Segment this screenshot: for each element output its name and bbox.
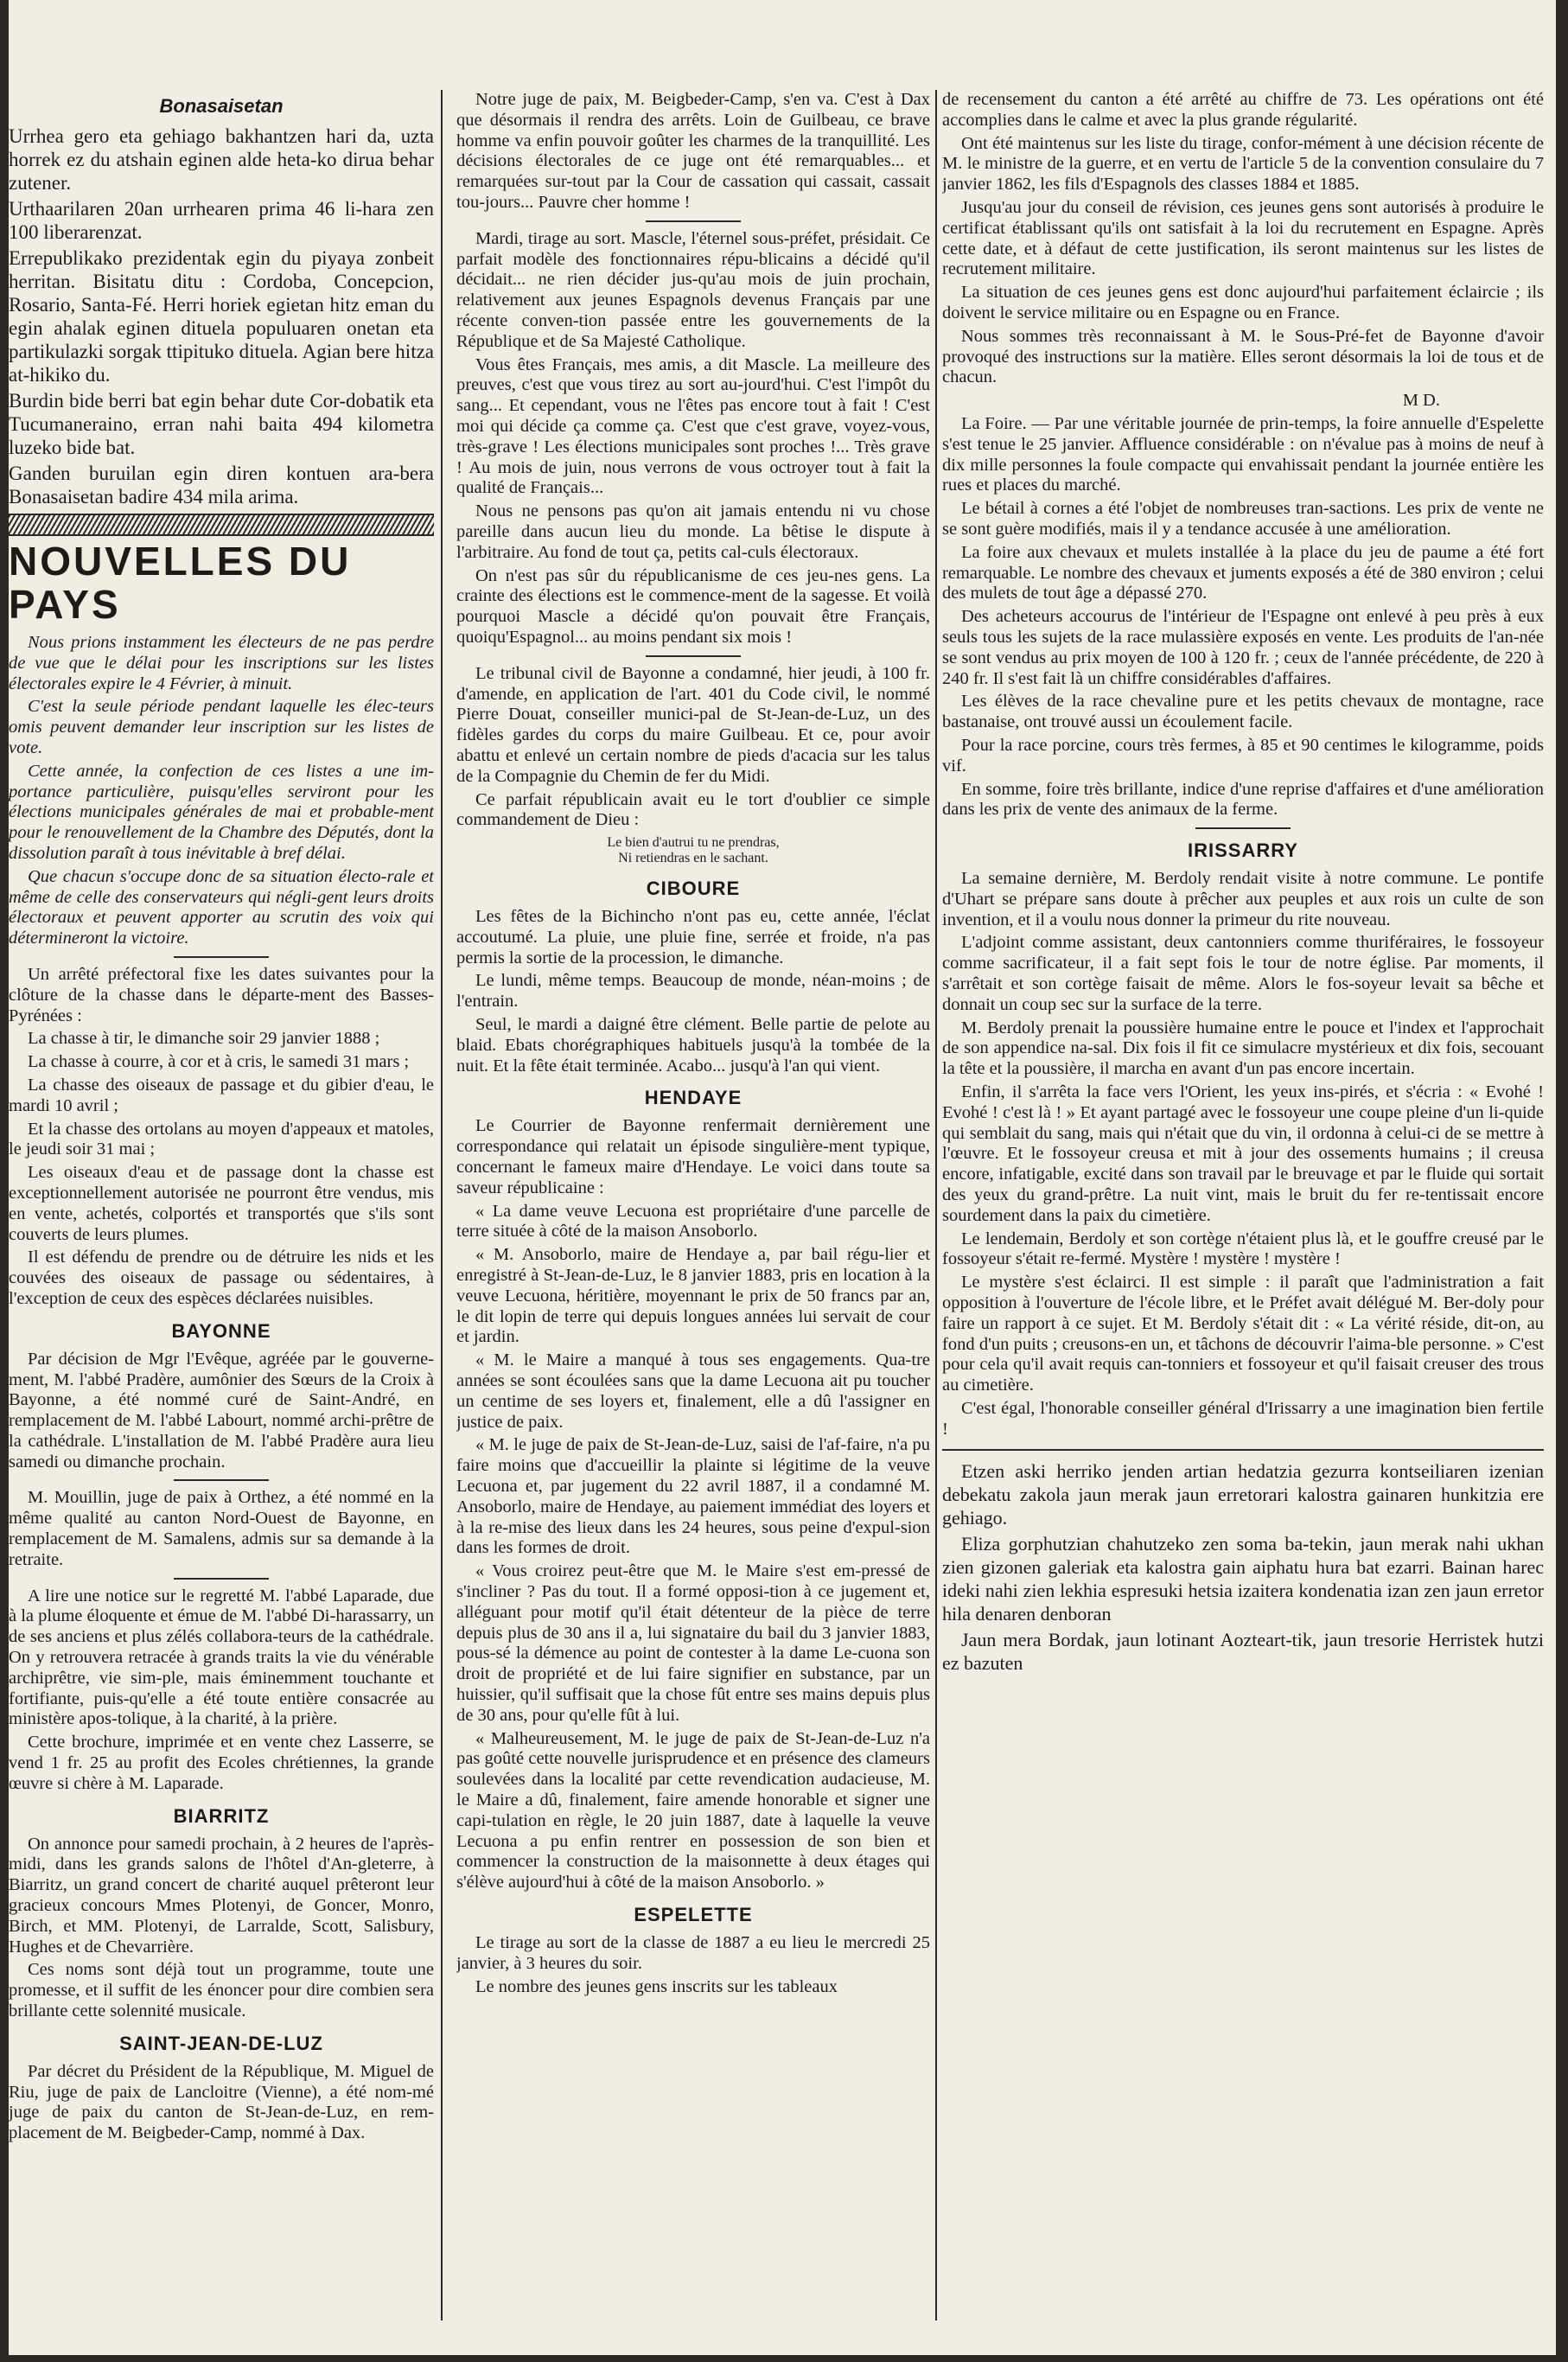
paragraph: A lire une notice sur le regretté M. l'abbé Laparade, due à la plume éloquente et émue de M. l'abbé Di-harassarry, un de ses anciens et plus zélés collabora-teurs de la cathédrale. On y retrouvera retracée à grands traits la vie du vénérable archiprêtre, vie sim-ple, mais éminemment touchante et fortifiante, puis-qu'elle a été toute entière consacrée au ministère apos-tolique, à la charité, à la prière. (9, 1586, 434, 1729)
paragraph: Les fêtes de la Bichincho n'ont pas eu, cette année, l'éclat accoutumé. La pluie, une pluie fine, serrée et froide, n'a pas permis la sortie de la procession, le dimanche. (456, 907, 930, 967)
paragraph: Le mystère s'est éclairci. Il est simple : il paraît que l'administration a fait opposition à l'ouverture de l'école libre, et le Préfet avait délégué M. Ber-doly pour faire un rapport à ce sujet. Et M. Berdoly s'était dit : « La vérité réside, dit-on, au fond d'un puits ; creusons-en un, et tâchons de découvrir l'aima-ble personne. » C'est pour cela qu'il avait requis can-tonniers et fossoyeur et qu'il faisait creuser des trous au cimetière. (942, 1273, 1544, 1395)
paragraph: Urthaarilaren 20an urrhearen prima 46 li-hara zen 100 liberarenzat. (9, 198, 434, 243)
paragraph: Burdin bide berri bat egin behar dute Cor-dobatik eta Tucumaneraino, erran nahi baita 494 kilometra luzeko bide bat. (9, 390, 434, 458)
bayonne-article (9, 1350, 434, 1795)
paragraph: La Foire. — Par une véritable journée de prin-temps, la foire annuelle d'Espelette s'est tenue le 25 janvier. Affluence considérable : on n'évalue pas à moins de neuf à dix mille personnes la foule compacte qui envahissait pendant la journée entière les rues et places du marché. (942, 413, 1544, 495)
irissarry-article (942, 869, 1544, 1440)
column-rule-2 (935, 90, 937, 2321)
paragraph: Le nombre des jeunes gens inscrits sur les tableaux (475, 1976, 838, 1996)
scan-edge-right (1556, 0, 1568, 2362)
paragraph: On annonce pour samedi prochain, à 2 heures de l'après-midi, dans les grands salons de l'hôtel d'An-gleterre, à Biarritz, un grand concert de charité auquel prêteront leur gracieux concours Mmes Plotenyi, de Goncer, Monro, Birch, et MM. Plotenyi, de Larralde, Scott, Salisbury, Hughes et de Chevarrière. (9, 1834, 434, 1957)
paragraph: En somme, foire très brillante, indice d'une reprise d'affaires et d'une amélioration dans les prix de vente des animaux de la ferme. (942, 779, 1544, 820)
section-heading-bonasaisetan: Bonasaisetan (159, 95, 284, 117)
espelette-continued (942, 90, 1544, 412)
paragraph: Des acheteurs accourus de l'intérieur de l'Espagne ont enlevé à peu près à eux seuls tous les sujets de la race mulassière exposés en vente. Les produits de l'an-née se sont vendus au prix moyen de 100 à 120 fr. ; ceux de l'année précédente, de 220 à 240 fr. Il s'est fait là un chiffre considérables d'affaires. (942, 607, 1544, 688)
paragraph: Cette brochure, imprimée et en vente chez Lasserre, se vend 1 fr. 25 au profit des Ecoles chrétiennes, la grande œuvre si chère à M. Laparade. (9, 1733, 434, 1793)
quote-line-1: Le bien d'autrui tu ne prendras, (607, 835, 780, 851)
paragraph: La situation de ces jeunes gens est donc aujourd'hui parfaitement éclaircie ; ils doivent le service militaire ou en Espagne ou en France. (942, 283, 1544, 322)
paragraph: « La dame veuve Lecuona est propriétaire d'une parcelle de terre située à côté de la maison Ansoborlo. (456, 1201, 930, 1242)
column-rule-1 (441, 90, 443, 2321)
paragraph: Mardi, tirage au sort. Mascle, l'éternel sous-préfet, présidait. Ce parfait modèle des fonctionnaires répu-blicains a décidé qu'il décidait... ne rien décider jus-qu'au mois de juin prochain, relativement aux jeunes Espagnols devenus Français par une récente conven-tion passée entre les gouvernements de la République et de Sa Majesté Catholique. (456, 228, 930, 351)
section-title-bayonne: BAYONNE (171, 1319, 271, 1342)
paragraph: « Malheureusement, M. le juge de paix de St-Jean-de-Luz n'a pas goûté cette nouvelle jurisprudence et en présence des clameurs soulevées dans la localité par cette revendication audacieuse, M. le Maire a dû, finalement, faire amende honorable et signer une capi-tulation en règle, le 20 juin 1887, date à laquelle la veuve Lecuona a pu enfin rentrer en possession de son bien et commencer la construction de la maisonnette à deux étages qui s'élève aujourd'hui à côté de la maison Ansoborlo. » (456, 1728, 930, 1893)
divider (174, 1578, 269, 1580)
paragraph: Enfin, il s'arrêta la face vers l'Orient, les yeux ins-pirés, et s'écria : « Evohé ! Evohé ! c'est là ! » Et ayant partagé avec le fossoyeur une coupe pleine d'un li-quide qui semblait du sang, mais qui n'était que du vin, il ordonna à celui-ci de se mettre à l'œuvre. Et le fossoyeur creusa et mit à jour des ossements humains ; il creusa encore, infatigable, excité dans son travail par le breuvage et par le fluide qui sortait des yeux du grand-prêtre. La nuit vint, mais le bruit du fer re-tentissait encore sourdement dans la paix du cimetière. (942, 1082, 1544, 1225)
biarritz-article (9, 1835, 434, 2022)
basque-article-2 (942, 1459, 1544, 1675)
paragraph: Nous prions instamment les électeurs de ne pas perdre de vue que le délai pour les inscriptions sur les listes électorales expire le 4 Février, à minuit. (9, 633, 434, 693)
paragraph: Par décret du Président de la République, M. Miguel de Riu, juge de paix de Lancloitre (Vienne), a été nom-mé juge de paix du canton de St-Jean-de-Luz, en rem-placement de M. Beigbeder-Camp, nommé à Dax. (9, 2061, 434, 2143)
divider (174, 1479, 269, 1481)
paragraph: Le lundi, même temps. Beaucoup de monde, néan-moins ; de l'entrain. (456, 971, 930, 1012)
paragraph: On n'est pas sûr du républicanisme de ces jeu-nes gens. La crainte des élections est le commence-ment de la sagesse. Et voilà pourquoi Mascle a décidé qu'on pouvait être Français, quoiqu'Espagnol... au moins pendant six mois ! (456, 565, 930, 647)
paragraph: de recensement du canton a été arrêté au chiffre de 73. Les opérations ont été accomplies dans le calme et avec la plus grande régularité. (942, 90, 1544, 130)
paragraph: L'adjoint comme assistant, deux cantonniers comme thuriféraires, le fossoyeur comme sacrificateur, il a fait sept fois le tour de notre église. Par moments, il s'arrêtait et son cortège faisait de même. Alors le fos-soyeur levait sa bêche et donnait un coup sec sur la surface de la terre. (942, 933, 1544, 1014)
paragraph: Par décision de Mgr l'Evêque, agréée par le gouverne-ment, M. l'abbé Pradère, aumônier des Sœurs de la Croix à Bayonne, a été nommé curé de Saint-André, en remplacement de M. l'abbé Labourt, nommé archi-prêtre de la cathédrale. L'installation de M. l'abbé Pradère aura lieu samedi ou dimanche prochain. (9, 1349, 434, 1471)
paragraph: Nous sommes très reconnaissant à M. le Sous-Pré-fet de Bayonne d'avoir provoqué des instructions sur la matière. Elles seront désormais la loi de tous et de chacun. (942, 326, 1544, 387)
section-title-ciboure: CIBOURE (646, 878, 741, 900)
hatched-divider (9, 514, 434, 536)
paragraph: Et la chasse des ortolans au moyen d'appeaux et matoles, le jeudi soir 31 mai ; (9, 1119, 434, 1159)
paragraph: M. Berdoly prenait la poussière humaine entre le pouce et l'index et l'approchait de son appendice na-sal. Dix fois il fit ce simulacre mystérieux et dix fois, secouant la tête et la poussière, il marcha en avant d'un pas encore incertain. (942, 1018, 1544, 1079)
ciboure-article (456, 907, 930, 1076)
section-title-biarritz: BIARRITZ (173, 1804, 270, 1827)
paragraph: Un arrêté préfectoral fixe les dates suivantes pour la clôture de la chasse dans le départe-ment des Basses-Pyrénées : (9, 964, 434, 1025)
divider (174, 956, 269, 958)
divider (646, 655, 741, 657)
section-title-hendaye: HENDAYE (644, 1087, 743, 1109)
signature: M D. (1402, 391, 1440, 411)
paragraph: M. Mouillin, juge de paix à Orthez, a été nommé en la même qualité au canton Nord-Ouest de Bayonne, en remplacement de M. Samalens, admis sur sa demande à la retraite. (9, 1488, 434, 1569)
paragraph: La chasse à tir, le dimanche soir 29 janvier 1888 ; (28, 1029, 380, 1049)
section-title-irissarry: IRISSARRY (1188, 839, 1298, 862)
column-3 (942, 90, 1544, 2338)
paragraph: « Vous croirez peut-être que M. le Maire s'est em-pressé de s'incliner ? Pas du tout. Il a formé opposi-tion à ce jugement et, alléguant pour motif qu'il était détenteur de la pièce de terre depuis plus de 30 ans il a, lui signataire du bail du 3 janvier 1883, pous-sé la démence au point de contester à la dame Le-cuona son droit de propriété et de lui faire signifier en substance, par un huissier, qu'il suffisait que la chose fût entre ses mains depuis plus de 30 ans, pour qu'elle fût à lui. (456, 1561, 930, 1725)
paragraph: Vous êtes Français, mes amis, a dit Mascle. La meilleure des preuves, c'est que vous tirez au sort au-jourd'hui. C'est l'impôt du sang... Et cependant, vous ne l'êtes pas encore tout à fait ! C'est moi qui décide ça comme ça. C'est que c'est grave, voyez-vous, très-grave ! Les élections municipales sont proches !... Très grave ! Au mois de juin, nous verrons de vous octroyer tout à fait la qualité de Français... (456, 354, 930, 498)
saint-jean-de-luz-continued (456, 90, 930, 852)
hendaye-article (456, 1116, 930, 1893)
paragraph: Ont été maintenus sur les liste du tirage, confor-mément à une décision récente de M. le ministre de la guerre, et en vertu de l'article 5 de la convention consulaire du 7 janvier 1862, les fils d'Espagnols des classes 1884 et 1885. (942, 133, 1544, 195)
paragraph: La semaine dernière, M. Berdoly rendait visite à notre commune. Le pontife d'Uhart se prépare sans doute à prêcher aux peuples et aux rois un culte de son invention, et il a voulu nous donner la primeur du rite nouveau. (942, 869, 1544, 929)
paragraph: Notre juge de paix, M. Beigbeder-Camp, s'en va. C'est à Dax que désormais il rendra des arrêts. Loin de Guilbeau, ce brave homme va enfin pouvoir goûter les charmes de la tranquillité. Les décisions électorales de ce juge ont été remarquables... et remarquées sur-tout par la Cour de cassation qui cassait, cassait tou-jours... Pauvre cher homme ! (456, 90, 930, 212)
paragraph: La chasse des oiseaux de passage et du gibier d'eau, le mardi 10 avril ; (9, 1075, 434, 1115)
paragraph: La foire aux chevaux et mulets installée à la place du jeu de paume a été fort remarquable. Le nombre des chevaux et juments exposés a été de 380 environ ; celui des mulets de tout âge a dépassé 270. (942, 542, 1544, 603)
paragraph: Ces noms sont déjà tout un programme, toute une promesse, et il suffit de les énoncer pour dire combien sera brillante cette solennité musicale. (9, 1960, 434, 2021)
paragraph: Le lendemain, Berdoly et son cortège n'étaient plus là, et le gouffre creusé par le fossoyeur s'était re-fermé. Mystère ! mystère ! mystère ! (942, 1229, 1544, 1269)
chasse-article (9, 965, 434, 1310)
paragraph: Eliza gorphutzian chahutzeko zen soma ba-tekin, jaun merak nahi ukhan zien gizonen galeriak eta kalostra gain aiphatu hura bat ezarri. Bainan harec ideki nahi zien lekhia espresuki hetsia izaitera kondenatia izan zen jaun erretor hila denaren denboran (942, 1532, 1544, 1625)
paragraph: Jaun mera Bordak, jaun lotinant Aozteart-tik, jaun tresorie Herristek hutzi ez bazuten (942, 1628, 1544, 1674)
paragraph: Le tribunal civil de Bayonne a condamné, hier jeudi, à 100 fr. d'amende, en application de l'art. 401 du Code civil, le nommé Pierre Douat, conseiller munici-pal de St-Jean-de-Luz, un des fidèles gardes du corps du maire Guilbeau. Et ce, pour avoir abattu et enlevé un certain nombre de pieds d'acacia sur les talus de la Compagnie du Chemin de fer du Midi. (456, 663, 930, 786)
paragraph: Nous ne pensons pas qu'on ait jamais entendu ni vu chose pareille dans aucun lieu du monde. La bêtise le dispute à l'arbitraire. Au fond de tout ça, petits cal-culs électoraux. (456, 501, 930, 562)
foire-article (942, 414, 1544, 820)
paragraph: C'est égal, l'honorable conseiller général d'Irissarry a une imagination bien fertile ! (942, 1399, 1544, 1439)
paragraph: Les élèves de la race chevaline pure et les petits chevaux de montagne, race bastanaise, ont trouvé aussi un écoulement facile. (942, 692, 1544, 732)
paragraph: Seul, le mardi a daigné être clément. Belle partie de pelote au blaid. Ebats chorégraphiques habituels jusqu'à la tombée de la nuit. Et la fête était terminée. Acabo... jusqu'à l'an qui vient. (456, 1015, 930, 1076)
saint-jean-de-luz-article (9, 2062, 434, 2144)
paragraph: Cette année, la confection de ces listes a une im-portance particulière, puisqu'elles serviront pour les élections municipales générales de mai et probable-ment pour le renouvellement de la Chambre des Députés, dont la dissolution paraît à tous inévitable à bref délai. (9, 761, 434, 863)
paragraph: La chasse à courre, à cor et à cris, le samedi 31 mars ; (28, 1052, 410, 1072)
section-title-espelette: ESPELETTE (634, 1903, 753, 1925)
paragraph: Urrhea gero eta gehiago bakhantzen hari da, uzta horrek ez du atshain eginen alde heta-ko dirua behar zutener. (9, 125, 434, 194)
paragraph: Pour la race porcine, cours très fermes, à 85 et 90 centimes le kilogramme, poids vif. (942, 735, 1544, 776)
paragraph: Les oiseaux d'eau et de passage dont la chasse est exceptionnellement autorisée ne pourront être vendus, mis en vente, achetés, colportés et transportés que s'ils sont couverts de leurs plumes. (9, 1163, 434, 1244)
scan-edge-bottom (0, 2355, 1568, 2362)
paragraph: Jusqu'au jour du conseil de révision, ces jeunes gens sont autorisés à produire le certificat établissant qu'ils ont satisfait à la loi du recrutement en Espagne. Après cette date, et à défaut de cette justification, ils seront maintenus sur les listes de recrutement militaire. (942, 197, 1544, 279)
paragraph: « M. le Maire a manqué à tous ses engagements. Qua-tre années se sont écoulées sans que la dame Lecuona ait pu toucher un centime de ses loyers et, finalement, elle a dû l'assigner en justice de paix. (456, 1350, 930, 1432)
divider (942, 1449, 1544, 1451)
quote-line-2: Ni retiendras en le sachant. (618, 851, 768, 866)
paragraph: C'est la seule période pendant laquelle les élec-teurs omis peuvent demander leur inscription sur les listes de vote. (9, 697, 434, 757)
column-1 (9, 90, 434, 2338)
paragraph: « M. le juge de paix de St-Jean-de-Luz, saisi de l'af-faire, n'a pu faire moins que d'accueillir la plainte si légitime de la veuve Lecuona et, par jugement du 22 avril 1887, il a condamné M. Ansoborlo, maire de Hendaye, au paiement immédiat des loyers et à la re-mise des lieux dans les 24 heures, sous peine d'expul-sion dans les formes de droit. (456, 1435, 930, 1558)
electoral-notice (9, 633, 434, 949)
scan-edge-left (0, 0, 9, 2362)
paragraph: Il est défendu de prendre ou de détruire les nids et les couvées des oiseaux de passage ou sédentaires, à l'exception de ceux des espèces déclarées nuisibles. (9, 1248, 434, 1308)
paragraph: Que chacun s'occupe donc de sa situation électo-rale et même de celle des conservateurs qui négli-gent leurs droits électoraux et peuvent apporter au scrutin des voix qui détermineront la victoire. (9, 866, 434, 948)
espelette-article (456, 1933, 930, 1997)
paragraph: Le tirage au sort de la classe de 1887 a eu lieu le mercredi 25 janvier, à 3 heures du soir. (456, 1932, 930, 1973)
paragraph: Errepublikako prezidentak egin du piyaya zonbeit herritan. Bisitatu ditu : Cordoba, Concepcion, Rosario, Santa-Fé. Herri horiek egietan hitz eman du egin ahalak eginen dituela populuaren onetan eta partikulazki sorgak ttipituko dituela. Agian bere hitza at-hikiko du. (9, 247, 434, 386)
paragraph: « M. Ansoborlo, maire de Hendaye a, par bail régu-lier et enregistré à St-Jean-de-Luz, le 8 janvier 1883, pris en location à la veuve Lecuona, héritière, moyennant le prix de 50 francs par an, le dit lopin de terre qui depuis longues années lui servait de cour et jardin. (456, 1245, 930, 1347)
paragraph: Le Courrier de Bayonne renfermait dernièrement une correspondance qui relatait un épisode singulière-ment typique, concernant le fameux maire d'Hendaye. Le voici dans toute sa saveur républicaine : (456, 1116, 930, 1197)
divider (1195, 827, 1291, 829)
basque-article (9, 124, 434, 508)
paragraph: Etzen aski herriko jenden artian hedatzia gezurra kontseiliaren izenian debekatu zakola jaun merak jaun erretorari kalostra gainaren hunkitzia ere gehiago. (942, 1459, 1544, 1529)
paragraph: Le bétail à cornes a été l'objet de nombreuses tran-sactions. Les prix de vente ne se sont guère modifiés, mais il y a tendance accusée à une amélioration. (942, 499, 1544, 539)
section-title-nouvelles: NOUVELLES DU PAYS (9, 539, 352, 627)
paragraph: Ganden buruilan egin diren kontuen ara-bera Bonasaisetan badire 434 mila arima. (9, 463, 434, 508)
section-title-saint-jean-de-luz: SAINT-JEAN-DE-LUZ (119, 2032, 323, 2054)
paragraph: Ce parfait républicain avait eu le tort d'oublier ce simple commandement de Dieu : (456, 789, 930, 830)
column-2 (456, 90, 930, 2338)
divider (646, 220, 741, 222)
